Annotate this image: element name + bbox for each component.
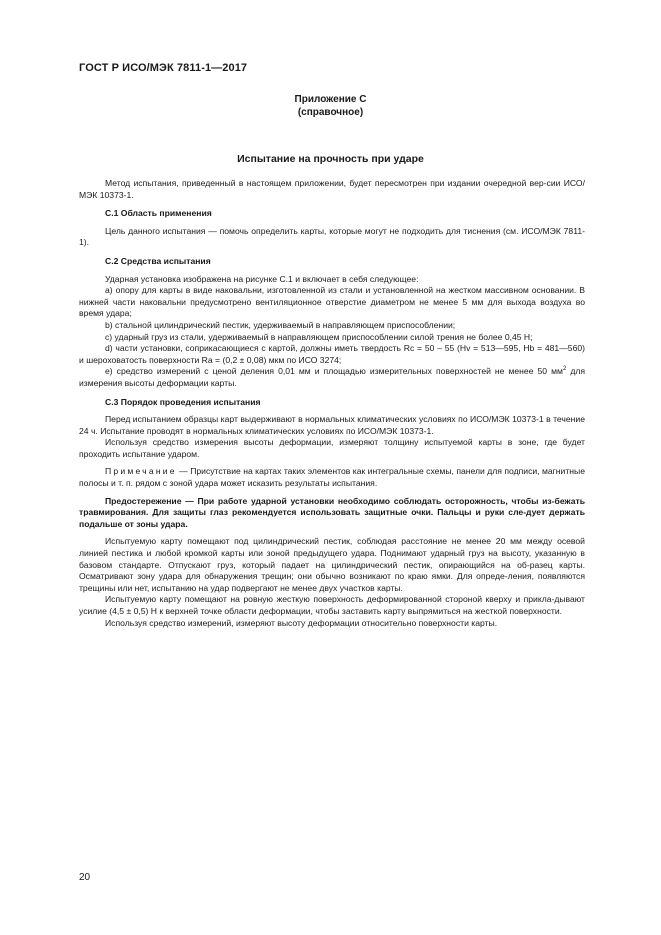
section-c2-intro: Ударная установка изображена на рисунке С.1 и включает в себя следующее: bbox=[105, 273, 419, 284]
annex-title: Приложение С bbox=[294, 94, 367, 105]
note-label: Примечание bbox=[105, 466, 177, 477]
intro-paragraph: Метод испытания, приведенный в настоящем приложении, будет пересмотрен при издании очередной вер-сии ИСО/МЭК 10373-1. bbox=[79, 178, 585, 200]
section-c2-heading: С.2 Средства испытания bbox=[105, 255, 211, 266]
warning-paragraph: Предостережение — При работе ударной установки необходимо соблюдать осторожность, чтобы из-бежать травмирования. Для защиты глаз рекомендуется использовать защитные очки. Пальцы и руки сле-дует держать подальше от зоны удара. bbox=[79, 495, 585, 529]
section-c3-p4: Испытуемую карту помещают на ровную жесткую поверхность деформированной стороной кверху и прикла-дывают усилие (4,5 ± 0,5) Н к верхней точке области деформации, чтобы заставить карту выпрямиться на жесткой поверхности. bbox=[79, 594, 585, 616]
document-body bbox=[79, 178, 585, 629]
annex-subtitle: (справочное) bbox=[297, 107, 364, 118]
list-item-d: d) части установки, соприкасающиеся с картой, должны иметь твердость Rc = 50 – 55 (Hv = 513—595, Hb = 481—560) и шероховатость поверхности Ra = (0,2 ± 0,08) мкм по ИСО 3274; bbox=[79, 343, 585, 365]
section-c3-heading: С.3 Порядок проведения испытания bbox=[105, 396, 261, 407]
section-c3-p3: Испытуемую карту помещают под цилиндрический пестик, соблюдая расстояние не менее 20 мм между осевой линией пестика и любой кромкой карты или зоной предыдущего удара. Поднимают ударный груз на высоту, указанную в базовом стандарте. Отпускают груз, который падает на цилиндрический пестик, опирающийся на об-разец карты. Осматривают зону удара для обнаружения трещин; они обычно возникают по краю ямки. Для опреде-ления, появляются трещины или нет, испытанию на удар подвергают не менее двух участков карты. bbox=[79, 536, 585, 593]
section-c3-p2: Используя средство измерения высоты деформации, измеряют толщину испытуемой карты в зоне, где будет проходить испытание ударом. bbox=[79, 437, 585, 459]
document-header: ГОСТ Р ИСО/МЭК 7811-1—2017 bbox=[79, 62, 248, 74]
section-title: Испытание на прочность при ударе bbox=[237, 153, 424, 165]
page-number: 20 bbox=[79, 872, 91, 883]
list-item-c: с) ударный груз из стали, удерживаемый в направляющем приспособлении силой трения не более 0,45 Н; bbox=[105, 331, 533, 342]
list-item-b: b) стальной цилиндрический пестик, удерживаемый в направляющем приспособлении; bbox=[105, 319, 456, 330]
list-item-e-main: е) средство измерений с ценой деления 0,01 мм и площадью измерительных поверхностей не менее 50 мм bbox=[105, 366, 563, 377]
section-c3-p5: Используя средство измерений, измеряют высоту деформации относительно поверхности карты. bbox=[105, 617, 498, 628]
section-c1-text: Цель данного испытания — помочь определить карты, которые могут не подходить для тиснения (см. ИСО/МЭК 7811-1). bbox=[79, 225, 585, 248]
section-c3-p1: Перед испытанием образцы карт выдерживают в нормальных климатических условиях по ИСО/МЭК 10373-1 в течение 24 ч. Испытание проводят в нормальных климатических условиях по ИСО/МЭК 10373-1. bbox=[79, 414, 585, 436]
annex-heading bbox=[0, 93, 661, 119]
list-item-e bbox=[79, 366, 585, 389]
list-item-e-sup: 2 bbox=[562, 366, 567, 373]
list-item-e-tail: для измерения высоты деформации карты. bbox=[79, 366, 585, 388]
note-text: — Присутствие на картах таких элементов как интегральные схемы, панели для подписи, магнитные полосы и т. п. рядом с зоной удара может исказить результаты испытания. bbox=[79, 466, 585, 489]
list-item-a: а) опору для карты в виде наковальни, изготовленной из стали и установленной на жестком массивном основании. В нижней части наковальни предусмотрено вентиляционное отверстие диаметром не менее 5 мм для выхода воздуха во время удара; bbox=[79, 285, 585, 319]
section-c1-heading: С.1 Область применения bbox=[105, 208, 212, 219]
note-paragraph bbox=[79, 466, 585, 489]
